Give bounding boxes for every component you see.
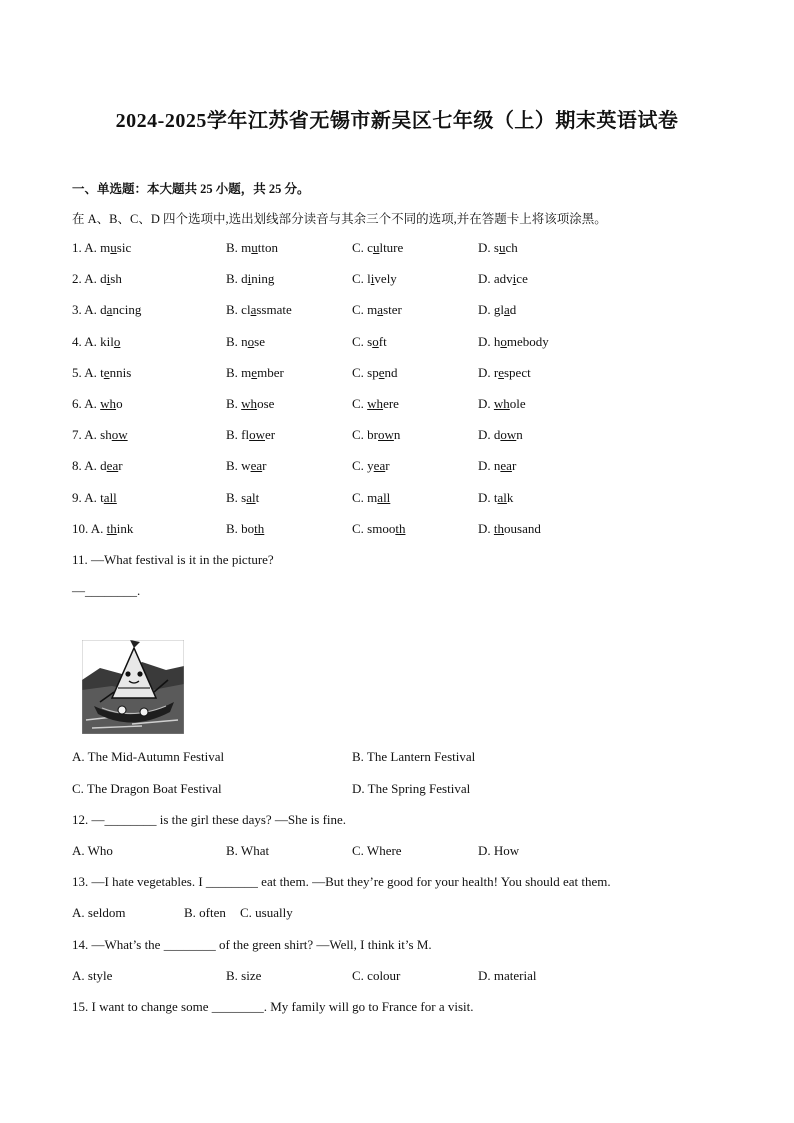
option-b[interactable]: B. The Lantern Festival <box>352 749 476 764</box>
word-part: B. fl <box>226 427 250 442</box>
question-12-options <box>72 843 732 861</box>
underlined-letters: ow <box>378 427 394 442</box>
option-c[interactable]: C. usually <box>240 905 293 920</box>
question-13-stem: 13. —I hate vegetables. I ________ eat them. —But they’re good for your health! You should eat them. <box>72 874 611 889</box>
underlined-letters: ow <box>500 427 517 442</box>
word-part: ce <box>516 271 528 286</box>
underlined-letters: o <box>247 334 255 349</box>
underlined-letters: ea <box>250 458 263 473</box>
option-b[interactable] <box>226 240 278 256</box>
option-c[interactable] <box>352 240 403 256</box>
word-part: ster <box>383 302 402 317</box>
option-b[interactable] <box>226 365 284 381</box>
underlined-letters: th <box>106 521 117 536</box>
option-c[interactable] <box>352 271 397 287</box>
option-a[interactable] <box>72 334 120 350</box>
word-part: t <box>100 365 104 380</box>
question-number: 4. A. <box>72 334 97 349</box>
word-part: B. bo <box>226 521 255 536</box>
zongzi-dragon-boat-picture <box>82 640 184 734</box>
underlined-letters: all <box>103 490 117 505</box>
underlined-letters: al <box>246 490 256 505</box>
word-part: B. <box>226 396 242 411</box>
underlined-letters: i <box>370 271 375 286</box>
word-part: D. <box>478 521 494 536</box>
word-part: mebody <box>506 334 549 349</box>
word-part: d <box>509 302 517 317</box>
option-c[interactable] <box>352 396 399 412</box>
underlined-letters: e <box>103 365 110 380</box>
option-a[interactable] <box>72 271 122 287</box>
word-part: D. adv <box>478 271 513 286</box>
word-part: d <box>100 458 107 473</box>
word-part: k <box>506 490 514 505</box>
word-part: D. n <box>478 458 501 473</box>
option-c[interactable] <box>352 458 390 474</box>
word-part: C. l <box>352 271 371 286</box>
word-part: n <box>516 427 523 442</box>
word-part: D. d <box>478 427 501 442</box>
option-d[interactable] <box>478 271 528 287</box>
underlined-letters: o <box>500 334 507 349</box>
underlined-letters: i <box>512 271 517 286</box>
option-c[interactable]: C. colour <box>352 968 401 983</box>
word-part: ere <box>383 396 399 411</box>
word-part: D. gl <box>478 302 504 317</box>
word-part: ousand <box>504 521 541 536</box>
word-part: lture <box>379 240 404 255</box>
word-part: er <box>265 427 276 442</box>
question-13-options <box>72 905 732 923</box>
option-b[interactable]: B. size <box>226 968 262 983</box>
question-4-options <box>72 334 732 352</box>
word-part: d <box>100 271 107 286</box>
underlined-letters: u <box>110 240 117 255</box>
word-part: se <box>254 334 266 349</box>
option-b[interactable] <box>226 271 274 287</box>
word-part: D. <box>478 396 494 411</box>
underlined-letters: al <box>497 490 507 505</box>
underlined-letters: all <box>377 490 391 505</box>
question-1-options <box>72 240 732 258</box>
word-part: tton <box>257 240 279 255</box>
option-a[interactable]: A. The Mid-Autumn Festival <box>72 749 225 764</box>
word-part: C. y <box>352 458 374 473</box>
option-b[interactable] <box>226 396 274 412</box>
word-part: d <box>100 302 107 317</box>
question-8-options <box>72 458 732 476</box>
question-3-options <box>72 302 732 320</box>
word-part: C. <box>352 396 368 411</box>
question-number: 1. A. <box>72 240 97 255</box>
option-b[interactable] <box>226 521 264 537</box>
word-part: ning <box>251 271 275 286</box>
word-part: ft <box>378 334 387 349</box>
word-part: D. h <box>478 334 501 349</box>
option-b[interactable] <box>226 427 275 443</box>
underlined-letters: i <box>106 271 111 286</box>
word-part: C. m <box>352 302 378 317</box>
underlined-letters: wh <box>241 396 258 411</box>
word-part: ole <box>509 396 526 411</box>
word-part: B. s <box>226 490 247 505</box>
underlined-letters: u <box>498 240 506 255</box>
option-d[interactable]: D. The Spring Festival <box>352 781 471 796</box>
option-d[interactable] <box>478 302 516 318</box>
word-part: D. r <box>478 365 499 380</box>
underlined-letters: a <box>250 302 257 317</box>
option-a[interactable] <box>72 490 117 506</box>
option-c[interactable] <box>352 521 405 537</box>
instruction-text: 在 A、B、C、D 四个选项中,选出划线部分读音与其余三个不同的选项,并在答题卡上将该项涂黑。 <box>72 212 607 226</box>
section-heading: 一、单选题：本大题共 25 小题，共 25 分。 <box>72 182 310 196</box>
underlined-letters: u <box>251 240 258 255</box>
question-11-answer-line: —________. <box>72 583 141 598</box>
option-a[interactable]: A. style <box>72 968 113 983</box>
word-part: ose <box>257 396 275 411</box>
underlined-letters: o <box>372 334 379 349</box>
word-part: B. cl <box>226 302 251 317</box>
option-a[interactable] <box>72 302 141 318</box>
word-part: B. w <box>226 458 251 473</box>
word-part: m <box>100 240 111 255</box>
word-part: B. d <box>226 271 248 286</box>
underlined-letters: th <box>395 521 406 536</box>
question-9-options <box>72 490 732 508</box>
word-part: r <box>511 458 517 473</box>
underlined-letters: wh <box>100 396 117 411</box>
word-part: nd <box>384 365 398 380</box>
question-14-stem: 14. —What’s the ________ of the green shirt? —Well, I think it’s M. <box>72 937 432 952</box>
option-c[interactable] <box>352 334 387 350</box>
option-b[interactable] <box>226 334 265 350</box>
option-b[interactable] <box>226 458 266 474</box>
option-a[interactable] <box>72 396 123 412</box>
word-part: ssmate <box>256 302 292 317</box>
word-part: ch <box>505 240 518 255</box>
question-10-options <box>72 521 732 539</box>
option-a[interactable]: A. seldom <box>72 905 126 920</box>
question-number: 7. A. <box>72 427 97 442</box>
underlined-letters: ow <box>111 427 128 442</box>
word-part: n <box>393 427 401 442</box>
option-b[interactable] <box>226 302 292 318</box>
underlined-letters: a <box>377 302 384 317</box>
question-15-stem: 15. I want to change some ________. My family will go to France for a visit. <box>72 999 474 1014</box>
word-part: nnis <box>109 365 132 380</box>
underlined-letters: th <box>493 521 505 536</box>
option-d[interactable]: D. material <box>478 968 537 983</box>
word-part: C. m <box>352 490 378 505</box>
option-c[interactable] <box>352 427 400 443</box>
option-a[interactable] <box>72 365 131 381</box>
word-part: C. sp <box>352 365 379 380</box>
option-a[interactable] <box>72 240 131 256</box>
underlined-letters: e <box>251 365 258 380</box>
underlined-letters: wh <box>493 396 510 411</box>
word-part: sh <box>100 427 112 442</box>
option-a[interactable]: A. Who <box>72 843 113 858</box>
word-part: spect <box>504 365 531 380</box>
option-d[interactable] <box>478 521 541 537</box>
word-part: r <box>118 458 123 473</box>
page-title: 2024-2025学年江苏省无锡市新吴区七年级（上）期末英语试卷 <box>115 110 679 132</box>
word-part: o <box>116 396 123 411</box>
word-part: C. br <box>352 427 378 442</box>
word-part: C. c <box>352 240 373 255</box>
question-number: 6. A. <box>72 396 97 411</box>
question-number: 2. A. <box>72 271 97 286</box>
word-part: sh <box>110 271 122 286</box>
option-c[interactable] <box>352 490 390 506</box>
option-c[interactable] <box>352 302 402 318</box>
question-14-options <box>72 968 732 986</box>
option-d[interactable] <box>478 396 526 412</box>
option-d[interactable] <box>478 240 518 256</box>
option-d[interactable] <box>478 365 531 381</box>
question-11-options-row1 <box>72 749 732 767</box>
option-c[interactable] <box>352 365 398 381</box>
underlined-letters: i <box>247 271 252 286</box>
word-part: kil <box>100 334 114 349</box>
question-2-options <box>72 271 732 289</box>
option-c[interactable]: C. The Dragon Boat Festival <box>72 781 222 796</box>
word-part: t <box>255 490 260 505</box>
question-number: 9. A. <box>72 490 97 505</box>
word-part: C. s <box>352 334 373 349</box>
option-d[interactable] <box>478 334 549 350</box>
word-part: ink <box>116 521 134 536</box>
underlined-letters: ea <box>106 458 119 473</box>
question-number: 3. A. <box>72 302 97 317</box>
word-part: D. s <box>478 240 499 255</box>
underlined-letters: e <box>498 365 504 380</box>
word-part: mber <box>257 365 284 380</box>
word-part: t <box>100 490 104 505</box>
option-b[interactable]: B. often <box>184 905 226 920</box>
word-part: sic <box>116 240 132 255</box>
question-11-options-row2 <box>72 781 732 799</box>
word-part: B. m <box>226 240 252 255</box>
option-a[interactable] <box>72 521 133 537</box>
underlined-letters: e <box>378 365 385 380</box>
question-5-options <box>72 365 732 383</box>
underlined-letters: th <box>254 521 265 536</box>
option-d[interactable]: D. How <box>478 843 520 858</box>
underlined-letters: ow <box>249 427 266 442</box>
question-number: 8. A. <box>72 458 97 473</box>
option-b[interactable] <box>226 490 259 506</box>
option-d[interactable] <box>478 490 513 506</box>
option-a[interactable] <box>72 458 123 474</box>
option-b[interactable]: B. What <box>226 843 270 858</box>
question-11-stem: 11. —What festival is it in the picture? <box>72 552 274 567</box>
option-d[interactable] <box>478 458 516 474</box>
option-c[interactable]: C. Where <box>352 843 402 858</box>
question-6-options <box>72 396 732 414</box>
question-12-stem: 12. —________ is the girl these days? —She is fine. <box>72 812 347 827</box>
word-part: r <box>262 458 267 473</box>
underlined-letters: u <box>372 240 380 255</box>
option-a[interactable] <box>72 427 128 443</box>
underlined-letters: ea <box>373 458 386 473</box>
word-part: B. m <box>226 365 252 380</box>
question-7-options <box>72 427 732 445</box>
underlined-letters: a <box>106 302 113 317</box>
word-part: vely <box>374 271 397 286</box>
option-d[interactable] <box>478 427 523 443</box>
question-number: 10. A. <box>72 521 104 536</box>
word-part: D. t <box>478 490 498 505</box>
underlined-letters: wh <box>367 396 384 411</box>
word-part: ncing <box>112 302 142 317</box>
underlined-letters: o <box>113 334 121 349</box>
underlined-letters: ea <box>500 458 512 473</box>
question-number: 5. A. <box>72 365 97 380</box>
word-part: r <box>385 458 390 473</box>
underlined-letters: a <box>504 302 510 317</box>
word-part: C. smoo <box>352 521 396 536</box>
word-part: B. n <box>226 334 248 349</box>
